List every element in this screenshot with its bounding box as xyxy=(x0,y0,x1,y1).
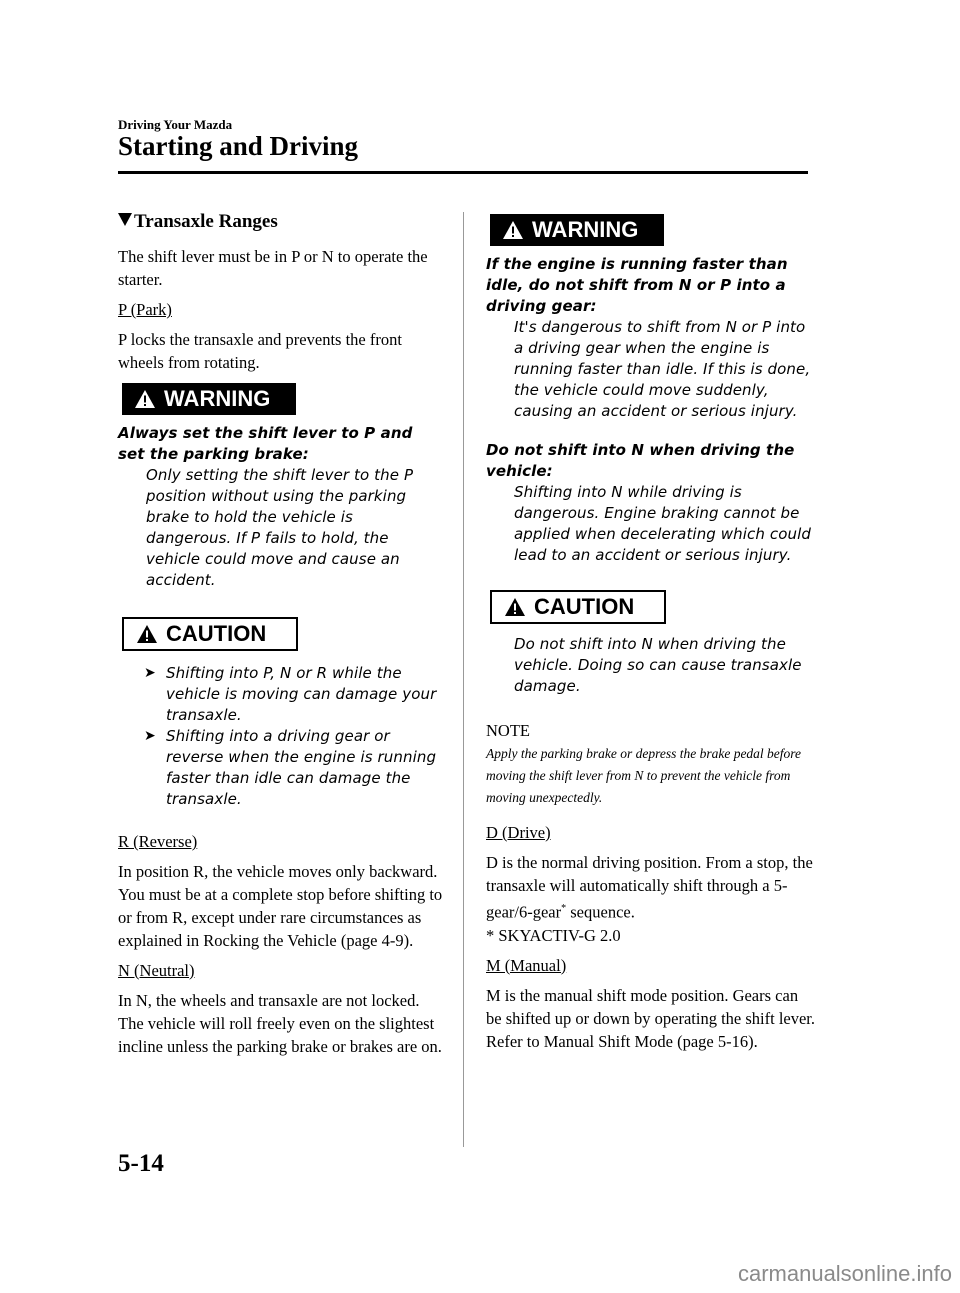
caution-label xyxy=(122,617,298,651)
manual-text: M is the manual shift mode position. Gears can be shifted up or down by operating the shift lever. xyxy=(486,985,816,1028)
caution-1-item xyxy=(118,726,443,810)
header-section-label: Driving Your Mazda xyxy=(118,117,233,132)
note-text: Apply the parking brake or depress the brake pedal before moving the shift lever from N to prevent the vehicle from moving unexpectedly. xyxy=(486,746,802,805)
warning-label xyxy=(122,383,296,415)
warning-box-1 xyxy=(122,383,443,415)
caution-1-item-text: Shifting into a driving gear or reverse when the engine is running faster than idle can damage the transaxle. xyxy=(166,727,437,808)
section-heading-text: Transaxle Ranges xyxy=(134,211,278,232)
drive-heading: D (Drive) xyxy=(486,823,551,842)
caution-triangle-icon xyxy=(136,624,158,644)
park-text: P locks the transaxle and prevents the front wheels from rotating. xyxy=(118,330,402,372)
warning-triangle-icon xyxy=(134,389,156,409)
neutral-heading: N (Neutral) xyxy=(118,961,195,980)
caution-label-text: CAUTION xyxy=(166,621,267,646)
watermark: carmanualsonline.info xyxy=(737,1261,952,1286)
warning-label xyxy=(490,214,664,246)
page-title: Starting and Driving xyxy=(118,131,359,161)
triangle-bullet-icon xyxy=(118,213,132,226)
manual-reference[interactable]: Refer to Manual Shift Mode (page 5-16). xyxy=(486,1031,758,1051)
caution-box-2 xyxy=(490,590,816,624)
warning-box-2 xyxy=(490,214,816,246)
warning-2-body-1: It's dangerous to shift from N or P into a driving gear when the engine is running faster than idle. If this is done, the vehicle could move suddenly, causing an accident or serious injury. xyxy=(514,318,811,420)
drive-text-main: D is the normal driving position. From a stop, the transaxle will automatically shift through a 5-gear/6-gear xyxy=(486,853,813,922)
warning-label-text: WARNING xyxy=(532,217,639,242)
caution-2-body: Do not shift into N when driving the vehicle. Doing so can cause transaxle damage. xyxy=(514,635,802,695)
caution-1-item-text: Shifting into P, N or R while the vehicle is moving can damage your transaxle. xyxy=(166,664,437,724)
warning-1-heading: Always set the shift lever to P and set the parking brake: xyxy=(118,424,413,463)
left-column xyxy=(118,211,443,1067)
reverse-heading: R (Reverse) xyxy=(118,832,198,851)
arrow-bullet-icon: ➤ xyxy=(144,665,156,681)
caution-triangle-icon xyxy=(504,597,526,617)
intro-text: The shift lever must be in P or N to operate the starter. xyxy=(118,247,428,289)
drive-text-end: sequence. xyxy=(566,902,635,922)
warning-2-heading-2: Do not shift into N when driving the vehicle: xyxy=(486,441,795,480)
page-number: 5-14 xyxy=(118,1150,164,1177)
caution-label-text: CAUTION xyxy=(534,594,635,619)
footnote-marker: * xyxy=(561,903,567,914)
warning-2-heading-1: If the engine is running faster than idle, do not shift from N or P into a driving gear: xyxy=(486,255,788,315)
column-divider xyxy=(463,212,464,1147)
warning-triangle-icon xyxy=(502,220,524,240)
park-heading: P (Park) xyxy=(118,300,172,319)
drive-text xyxy=(486,851,816,924)
warning-2-body-2: Shifting into N while driving is dangerous. Engine braking cannot be applied when decelerating which could lead to an accident or serious injury. xyxy=(514,483,811,564)
manual-heading: M (Manual) xyxy=(486,955,567,975)
caution-label xyxy=(490,590,666,624)
note-heading: NOTE xyxy=(486,721,530,740)
neutral-text: In N, the wheels and transaxle are not locked. The vehicle will roll freely even on the slightest incline unless the parking brake or brakes are on. xyxy=(118,991,442,1056)
warning-1-body: Only setting the shift lever to the P position without using the parking brake to hold the vehicle is dangerous. If P fails to hold, the vehicle could move and cause an accident. xyxy=(146,466,414,589)
warning-label-text: WARNING xyxy=(164,386,271,411)
right-column xyxy=(486,214,816,1062)
header-rule xyxy=(118,171,808,174)
reverse-text: In position R, the vehicle moves only backward. You must be at a complete stop before shifting to or from R, except under rare circumstances as explained in Rocking the Vehicle (page 4-9). xyxy=(118,862,443,950)
caution-1-item xyxy=(118,663,443,726)
drive-footnote: * SKYACTIV-G 2.0 xyxy=(486,925,621,945)
arrow-bullet-icon: ➤ xyxy=(144,728,156,744)
caution-box-1 xyxy=(122,617,443,651)
section-heading xyxy=(118,211,443,233)
